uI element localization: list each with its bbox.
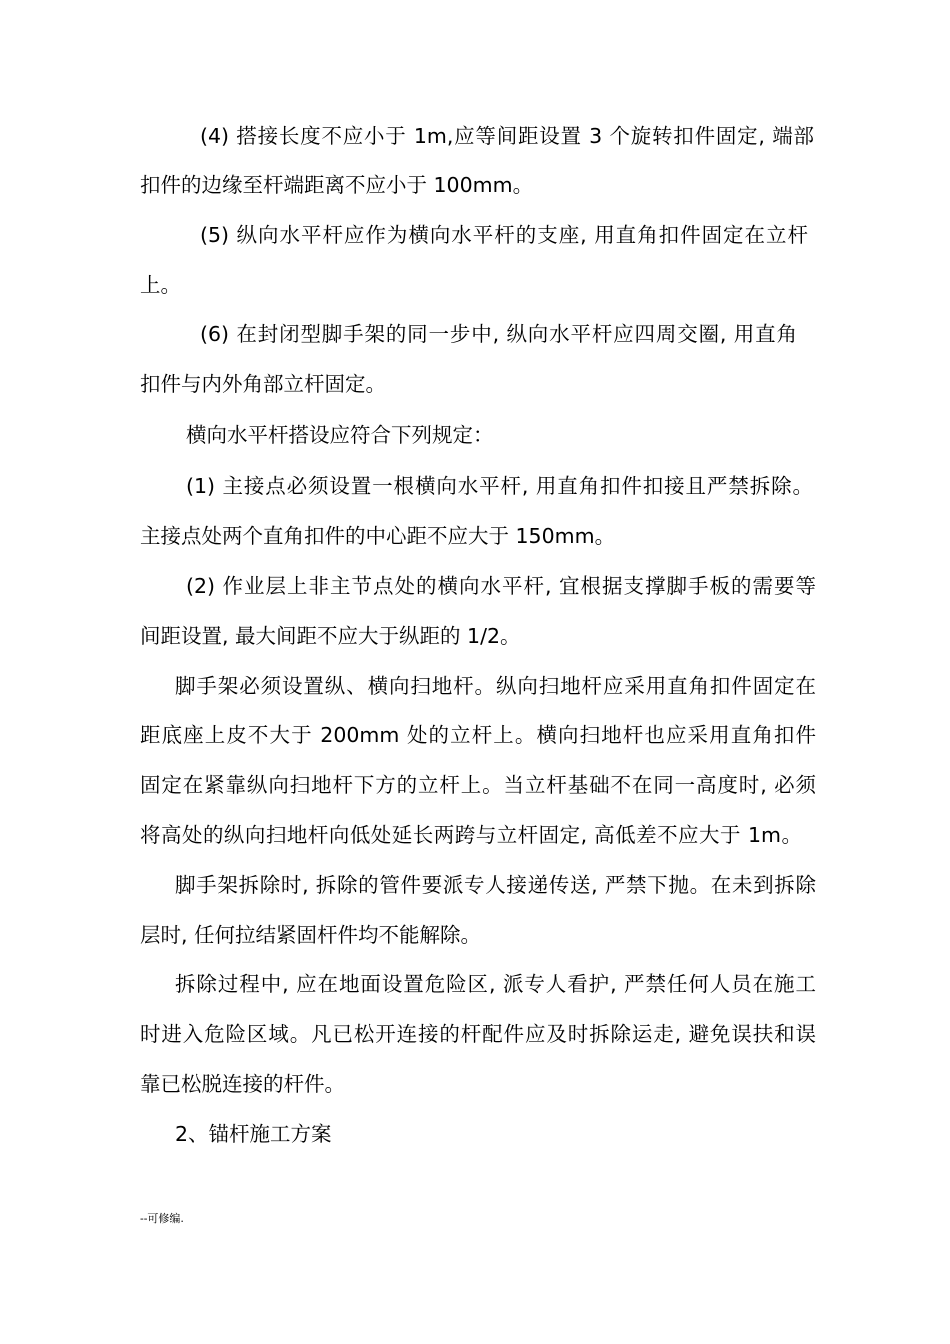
text-line: (1) 主接点必须设置一根横向水平杆, 用直角扣件扣接且严禁拆除。 — [186, 474, 813, 498]
text-line: 拆除过程中, 应在地面设置危险区, 派专人看护, 严禁任何人员在施工 — [175, 972, 816, 996]
text-line: 时进入危险区域。凡已松开连接的杆配件应及时拆除运走, 避免误扶和误 — [140, 1022, 816, 1046]
page-footer: --可修编. — [140, 1212, 184, 1225]
text-line: 脚手架拆除时, 拆除的管件要派专人接递传送, 严禁下抛。在未到拆除 — [175, 873, 816, 897]
text-line: 扣件的边缘至杆端距离不应小于 100mm。 — [140, 173, 534, 197]
text-line: 距底座上皮不大于 200mm 处的立杆上。横向扫地杆也应采用直角扣件 — [140, 723, 816, 747]
text-line: 间距设置, 最大间距不应大于纵距的 1/2。 — [140, 624, 521, 648]
text-line: 靠已松脱连接的杆件。 — [140, 1072, 345, 1096]
text-line: (5) 纵向水平杆应作为横向水平杆的支座, 用直角扣件固定在立杆 — [200, 223, 808, 247]
text-line: 将高处的纵向扫地杆向低处延长两跨与立杆固定, 高低差不应大于 1m。 — [140, 823, 802, 847]
section-heading: 2、锚杆施工方案 — [175, 1122, 332, 1146]
text-line: 脚手架必须设置纵、横向扫地杆。纵向扫地杆应采用直角扣件固定在 — [175, 674, 816, 698]
text-line: 固定在紧靠纵向扫地杆下方的立杆上。当立杆基础不在同一高度时, 必须 — [140, 773, 816, 797]
text-line: 上。 — [140, 273, 181, 297]
text-line: 主接点处两个直角扣件的中心距不应大于 150mm。 — [140, 524, 616, 548]
text-line: (4) 搭接长度不应小于 1m,应等间距设置 3 个旋转扣件固定, 端部 — [200, 124, 814, 148]
text-line: 层时, 任何拉结紧固杆件均不能解除。 — [140, 923, 482, 947]
text-line: (2) 作业层上非主节点处的横向水平杆, 宜根据支撑脚手板的需要等 — [186, 574, 816, 598]
text-line: 横向水平杆搭设应符合下列规定： — [186, 423, 494, 447]
text-line: 扣件与内外角部立杆固定。 — [140, 372, 386, 396]
text-line: (6) 在封闭型脚手架的同一步中, 纵向水平杆应四周交圈, 用直角 — [200, 322, 797, 346]
